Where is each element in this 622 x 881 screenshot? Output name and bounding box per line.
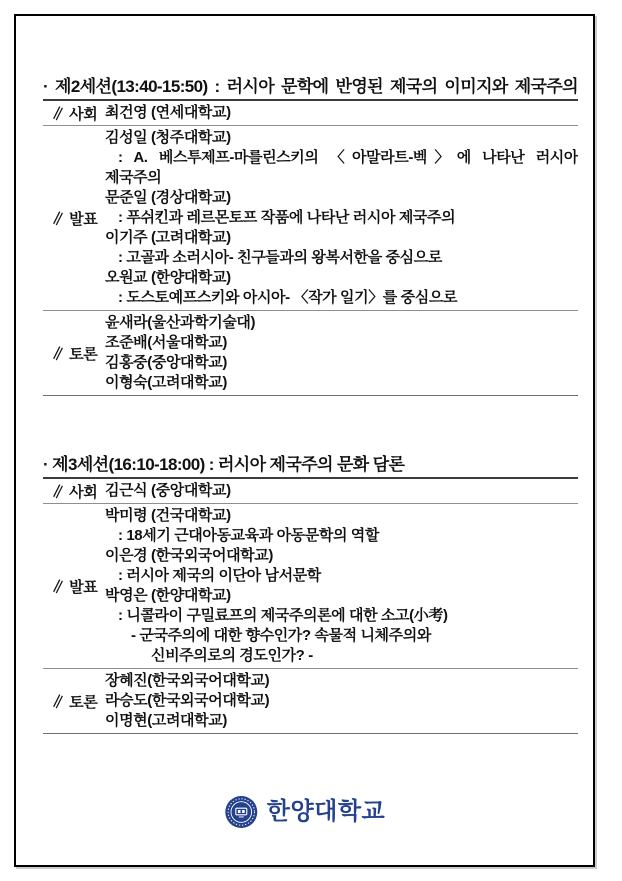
session-bullet: · (43, 455, 49, 474)
row-discussion (43, 669, 578, 734)
session-title (43, 454, 578, 477)
entry-line: 박영은 (한양대학교) (105, 587, 231, 604)
entry-line: 박미령 (건국대학교) (105, 507, 231, 524)
entry-line: 이명현(고려대학교) (105, 712, 227, 729)
session-block-2 (43, 454, 578, 734)
university-logo (224, 795, 385, 829)
entry-line: : 니콜라이 구밀료프의 제국주의론에 대한 소고(小考) (118, 607, 448, 624)
session-title-text: 제2세션(13:40-15:50) : 러시아 문학에 반영된 제국의 이미지와 제국주의 (48, 77, 578, 96)
session-title-text: 제3세션(16:10-18:00) : 러시아 제국주의 문화 담론 (48, 455, 405, 474)
entry-line: : 18세기 근대아동교육과 아동문학의 역할 (118, 527, 379, 544)
sessions (43, 76, 578, 734)
entry-line: : 고골과 소러시아- 친구들과의 왕복서한을 중심으로 (118, 249, 442, 266)
row-presentation (43, 126, 578, 311)
entry-line: 이형숙(고려대학교) (105, 374, 227, 391)
session-table (43, 477, 578, 734)
row-content (105, 126, 578, 310)
entry-line: - 군국주의에 대한 향수인가? 속물적 니체주의와 (131, 627, 431, 644)
entry-line: 장혜진(한국외국어대학교) (105, 672, 270, 689)
row-label: ∥ 토론 (50, 693, 98, 711)
row-content (105, 504, 578, 668)
entry-line: 윤새라(울산과학기술대) (105, 314, 256, 331)
entry-line: 김홍중(중앙대학교) (105, 354, 227, 371)
entry-line: 신비주의로의 경도인가? - (151, 647, 313, 664)
row-content (105, 669, 578, 733)
row-moderator (43, 101, 578, 126)
row-discussion (43, 311, 578, 396)
row-label: ∥ 사회 (50, 105, 98, 123)
entry-line: : A. 베스투제프-마를린스키의 〈아말라트-벡〉에 나타난 러시아 (118, 149, 578, 166)
session-title (43, 76, 578, 99)
row-content (105, 101, 578, 125)
row-label: ∥ 발표 (50, 578, 98, 596)
row-content (105, 311, 578, 395)
entry-line: : 도스토예프스키와 아시아- 〈작가 일기〉를 중심으로 (118, 289, 458, 306)
entry-line: 김근식 (중앙대학교) (105, 482, 231, 499)
entry-line: 최건영 (연세대학교) (105, 104, 231, 121)
row-label: ∥ 토론 (50, 345, 98, 363)
entry-line: 오원교 (한양대학교) (105, 269, 231, 286)
entry-line: : 푸쉬킨과 레르몬토프 작품에 나타난 러시아 제국주의 (118, 209, 456, 226)
row-presentation (43, 504, 578, 669)
university-name: 한양대학교 (266, 798, 386, 825)
entry-line: : 러시아 제국의 이단아 남서문학 (118, 567, 321, 584)
row-content (105, 479, 578, 503)
row-label: ∥ 발표 (50, 210, 98, 228)
entry-line: 조준배(서울대학교) (105, 334, 227, 351)
document-page (14, 14, 595, 867)
row-label: ∥ 사회 (50, 483, 98, 501)
entry-line: 문준일 (경상대학교) (105, 189, 231, 206)
session-block-1 (43, 76, 578, 396)
entry-line: 이은경 (한국외국어대학교) (105, 547, 273, 564)
entry-line: 이기주 (고려대학교) (105, 229, 231, 246)
university-seal-icon (224, 795, 258, 829)
session-table (43, 99, 578, 396)
row-moderator (43, 479, 578, 504)
entry-line: 제국주의 (105, 169, 162, 186)
entry-line: 라승도(한국외국어대학교) (105, 692, 270, 709)
entry-line: 김성일 (청주대학교) (105, 129, 231, 146)
session-bullet: · (43, 77, 49, 96)
